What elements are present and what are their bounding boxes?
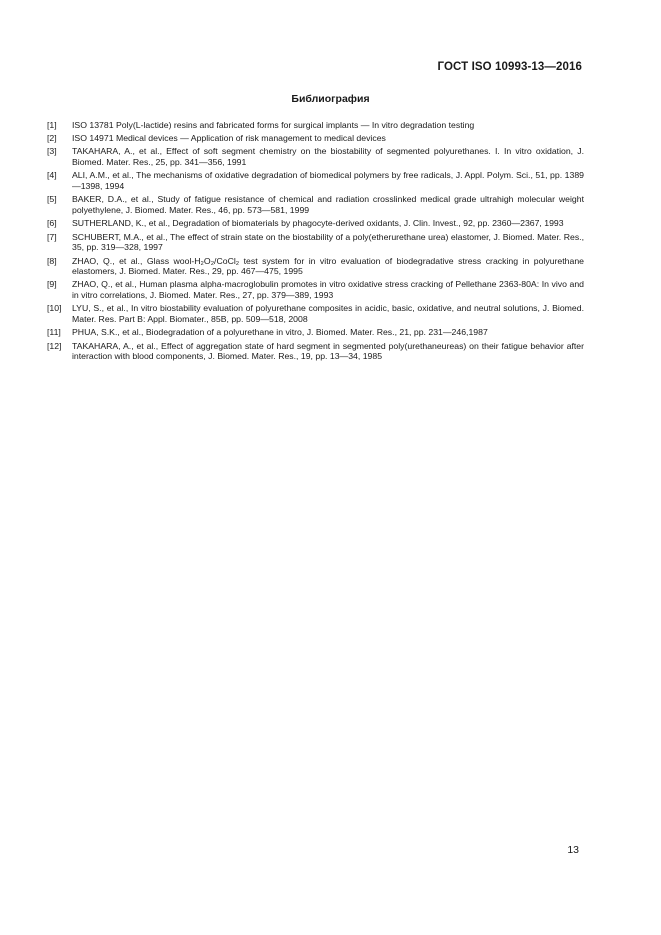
- bibliography-entry: [47, 133, 584, 144]
- entry-number: [11]: [47, 327, 61, 338]
- bibliography-entry: [47, 256, 584, 278]
- page-title: Библиография: [291, 93, 370, 105]
- entry-text: TAKAHARA, A., et al., Effect of soft segment chemistry on the biostability of segmented polyurethanes. I. In vitro oxidation, J. Biomed. Mater. Res., 25, pp. 341—356, 1991: [72, 146, 584, 168]
- entry-text: LYU, S., et al., In vitro biostability evaluation of polyurethane composites in acidic, basic, oxidative, and neutral solutions, J. Biomed. Mater. Res. Part B: Appl. Biomater., 85B, pp. 509—518, 2008: [72, 303, 584, 325]
- entry-text: ISO 13781 Poly(L-lactide) resins and fabricated forms for surgical implants — In vitro degradation testing: [72, 120, 475, 130]
- document-code-header: ГОСТ ISO 10993-13—2016: [437, 61, 582, 73]
- entry-number: [6]: [47, 218, 57, 229]
- bibliography-entry: [47, 303, 584, 325]
- entry-text: PHUA, S.K., et al., Biodegradation of a polyurethane in vitro, J. Biomed. Mater. Res., 21, pp. 231—246,1987: [72, 327, 488, 338]
- entry-text: ALI, A.M., et al., The mechanisms of oxidative degradation of biomedical polymers by free radicals, J. Appl. Polym. Sci., 51, pp. 1389—1398, 1994: [72, 170, 584, 192]
- bibliography-list: [47, 120, 584, 365]
- bibliography-entry: [47, 146, 584, 168]
- entry-number: [4]: [47, 170, 57, 181]
- entry-text: ISO 14971 Medical devices — Application of risk management to medical devices: [72, 133, 386, 144]
- entry-number: [7]: [47, 231, 57, 242]
- entry-number: [1]: [47, 120, 57, 130]
- entry-number: [3]: [47, 146, 57, 157]
- entry-number: [12]: [47, 340, 62, 351]
- bibliography-entry: [47, 120, 584, 131]
- bibliography-entry: [47, 218, 584, 229]
- entry-text: BAKER, D.A., et al., Study of fatigue resistance of chemical and radiation crosslinked medical grade ultrahigh molecular weight polyethylene, J. Biomed. Mater. Res., 46, pp. 573—581, 1999: [72, 194, 584, 216]
- page-number: 13: [567, 844, 579, 856]
- bibliography-entry: [47, 170, 584, 192]
- entry-text: SUTHERLAND, K., et al., Degradation of biomaterials by phagocyte-derived oxidants, J. Clin. Invest., 92, pp. 2360—2367, 1993: [72, 218, 564, 229]
- entry-number: [10]: [47, 303, 62, 314]
- entry-number: [9]: [47, 279, 57, 290]
- entry-number: [8]: [47, 255, 57, 266]
- entry-text: SCHUBERT, M.A., et al., The effect of strain state on the biostability of a poly(etherurethane urea) elastomer, J. Biomed. Mater. Res., 35, pp. 319—328, 1997: [72, 231, 584, 253]
- bibliography-entry: [47, 279, 584, 301]
- bibliography-entry: [47, 194, 584, 216]
- entry-number: [5]: [47, 194, 57, 205]
- entry-text: ZHAO, Q., et al., Glass wool-H₂O₂/CoCl₂ test system for in vitro evaluation of biodegradative stress cracking in polyurethane elastomers, J. Biomed. Mater. Res., 29, pp. 467—475, 1995: [72, 255, 584, 277]
- bibliography-entry: [47, 327, 584, 338]
- bibliography-entry: [47, 341, 584, 363]
- entry-text: ZHAO, Q., et al., Human plasma alpha-macroglobulin promotes in vitro oxidative stress cracking of Pellethane 2363-80A: In vivo and in vitro correlations, J. Biomed. Mater. Res., 27, pp. 379—389, 1993: [72, 279, 584, 301]
- bibliography-entry: [47, 232, 584, 254]
- entry-number: [2]: [47, 133, 57, 144]
- entry-text: TAKAHARA, A., et al., Effect of aggregation state of hard segment in segmented poly(urethaneureas) on their fatigue behavior after interaction with blood components, J. Biomed. Mater. Res., 19, pp. 13—34, 1985: [72, 340, 584, 362]
